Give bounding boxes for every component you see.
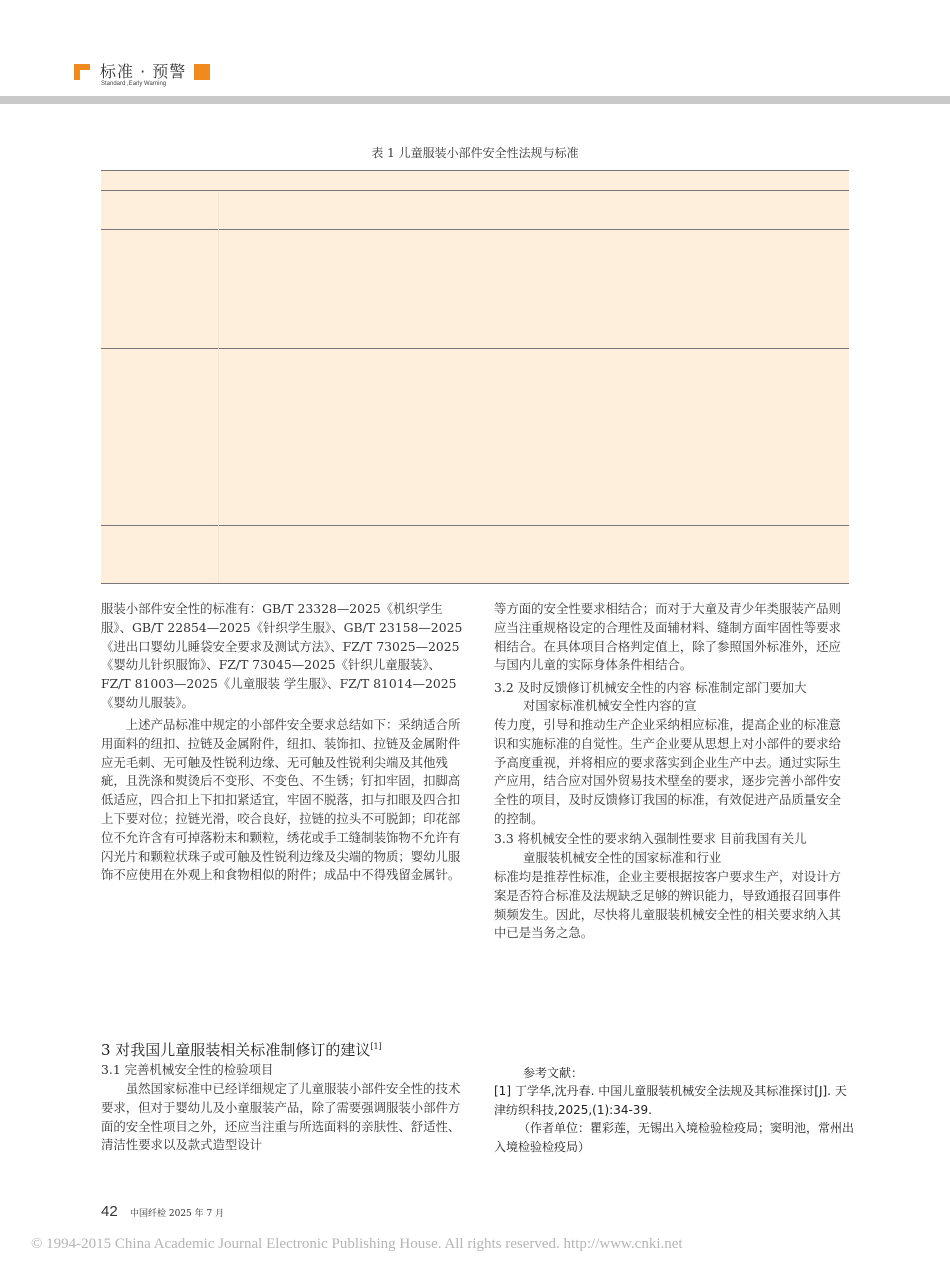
right-paragraph-1: 等方面的安全性要求相结合；而对于大童及青少年类服装产品则应当注重规格设定的合理性及面辅材料、缝制方面牢固性等要求相结合。在具体项目合格判定值上，除了参照国外标准外，还应与国内儿童的实际身体条件相结合。 bbox=[494, 601, 841, 673]
logo-mark-right bbox=[194, 64, 210, 80]
heading-3-1: 3.1 完善机械安全性的检验项目 bbox=[101, 1062, 274, 1077]
journal-issue: 中国纤检 2025 年 7 月 bbox=[130, 1209, 225, 1219]
section-3-paragraph: 虽然国家标准中已经详细规定了儿童服装小部件安全性的技术要求，但对于婴幼儿及小童服装产品，除了需要强调服装小部件方面的安全性项目之外，还应当注重与所选面料的亲肤性、舒适性、清洁性要求以及款式造型设计 bbox=[101, 1081, 461, 1153]
section-3-title bbox=[101, 1039, 382, 1060]
left-paragraph-2: 上述产品标准中规定的小部件安全要求总结如下：采纳适合所用面料的纽扣、拉链及金属附件，纽扣、装饰扣、拉链及金属附件应无毛刺、无可触及性锐利边缘、无可触及性锐利尖端及其他残疵，且洗涤和熨烫后不变形、不变色、不生锈；钉扣牢固，扣脚高低适应，四合扣上下扣扣紧适宜，牢固不脱落，扣与扣眼及四合扣上下要对位；拉链光滑，咬合良好，拉链的拉头不可脱卸；印花部位不允许含有可掉落粉末和颗粒，绣花或手工缝制装饰物不允许有闪光片和颗粒状珠子或可触及性锐利边缘及尖端的物质；婴幼儿服饰不应使用在外观上和食物相似的附件；成品中不得残留金属针。 bbox=[101, 717, 461, 883]
table-top-rule bbox=[101, 170, 849, 171]
table-header-rule bbox=[101, 190, 849, 191]
table-caption: 表 1 儿童服装小部件安全性法规与标准 bbox=[371, 146, 579, 160]
table-row-rule bbox=[101, 348, 849, 349]
right-paragraph-2: 传力度，引导和推动生产企业采纳相应标准，提高企业的标准意识和实施标准的自觉性。生产企业要从思想上对小部件的要求给予高度重视，并将相应的要求落实到企业生产中去。通过实际生产应用，结合应对国外贸易技术壁垒的要求，逐步完善小部件安全性的项目，及时反馈修订我国的标准，有效促进产品质量安全的控制。 bbox=[494, 717, 841, 826]
section-3-title-text: 3 对我国儿童服装相关标准制修订的建议 bbox=[101, 1041, 371, 1059]
citation-marker: [1] bbox=[370, 1042, 382, 1051]
author-affiliation: （作者单位：瞿彩莲，无锡出入境检验检疫局；窦明池，常州出入境检验检疫局） bbox=[494, 1121, 855, 1154]
header-divider-bar bbox=[0, 96, 950, 104]
reference-item-1: [1] 丁学华,沈丹春. 中国儿童服装机械安全法规及其标准探讨[J]. 天津纺织科技,2025,(1):34-39. bbox=[494, 1084, 847, 1117]
column-title: 标准 · 预警 bbox=[100, 62, 187, 81]
column-subtitle: Standard ,Early Warning bbox=[101, 81, 167, 87]
heading-3-2-cont: 对国家标准机械安全性内容的宣 bbox=[523, 698, 697, 713]
heading-3-2: 3.2 及时反馈修订机械安全性的内容 标准制定部门要加大 bbox=[494, 680, 807, 695]
left-paragraph-1: 服装小部件安全性的标准有：GB/T 23328—2025《机织学生服》、GB/T 22854—2025《针织学生服》、GB/T 23158—2025《进出口婴幼儿睡袋安全要求及测试方法》、FZ/T 73025—2025《婴幼儿针织服饰》、FZ/T 73045—2025《针织儿童服装》、FZ/T 81003—2025《儿童服装 学生服》、FZ/T 81014—2025《婴幼儿服装》。 bbox=[101, 601, 463, 710]
references-heading: 参考文献： bbox=[523, 1066, 584, 1080]
table-row-rule bbox=[101, 229, 849, 230]
table-column-divider bbox=[218, 191, 219, 583]
table-row-rule bbox=[101, 525, 849, 526]
right-paragraph-3: 标准均是推荐性标准，企业主要根据按客户要求生产，对设计方案是否符合标准及法规缺乏足够的辨识能力，导致通报召回事件频频发生。因此，尽快将儿童服装机械安全性的相关要求纳入其中已是当务之急。 bbox=[494, 869, 841, 941]
page-number: 42 bbox=[101, 1203, 118, 1220]
copyright-watermark: © 1994-2015 China Academic Journal Electronic Publishing House. All rights reserved. http://www.cnki.net bbox=[31, 1236, 683, 1252]
regulation-table bbox=[101, 170, 849, 584]
logo-mark-left bbox=[74, 64, 90, 80]
table-bottom-rule bbox=[101, 583, 849, 584]
heading-3-3: 3.3 将机械安全性的要求纳入强制性要求 目前我国有关儿 bbox=[494, 831, 807, 846]
heading-3-3-cont: 童服装机械安全性的国家标准和行业 bbox=[523, 850, 722, 865]
